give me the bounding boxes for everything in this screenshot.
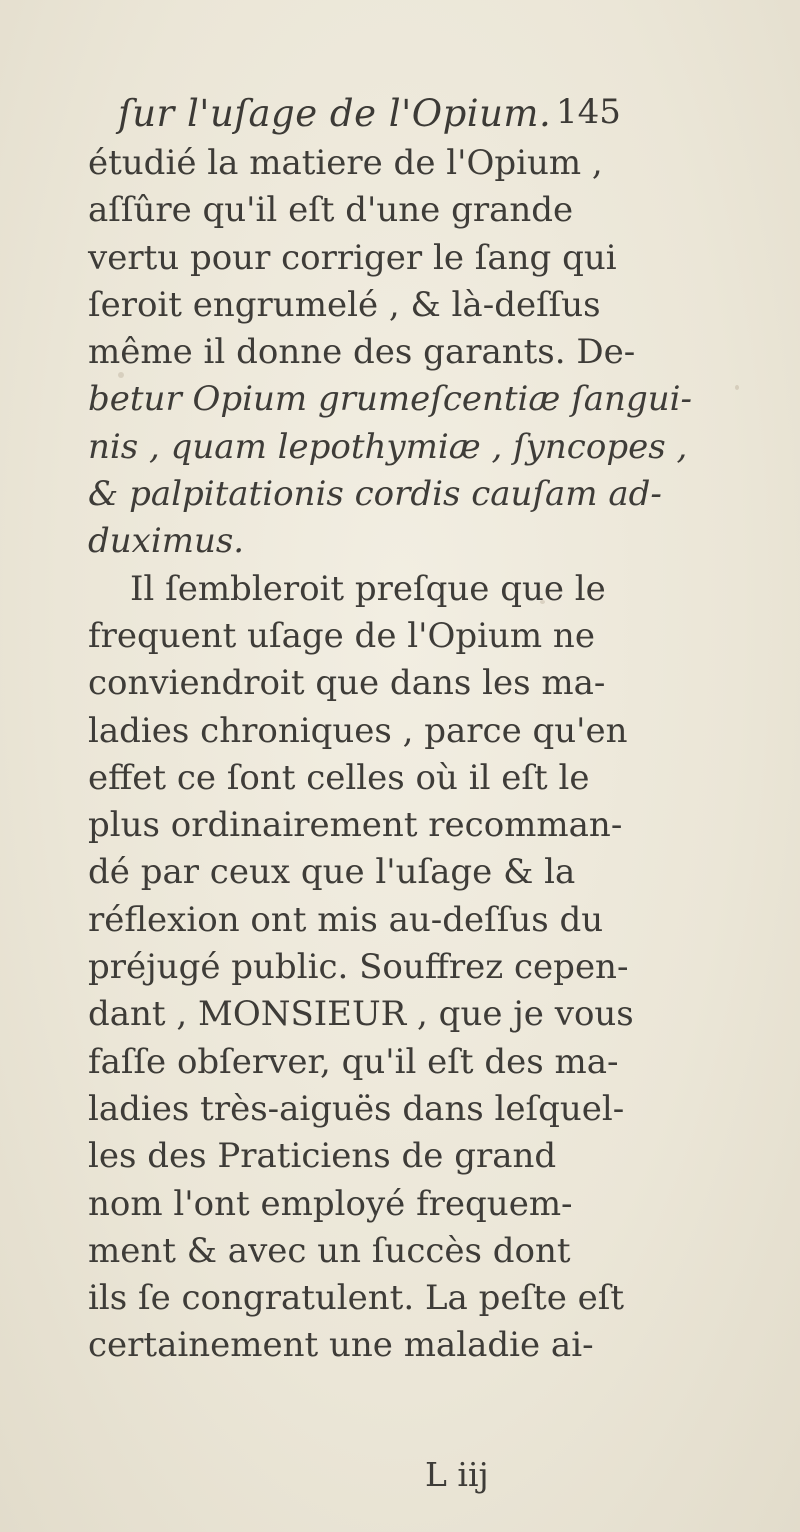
text-line: nis , quam lepothymiæ , ſyncopes ,	[88, 426, 688, 467]
text-line: réflexion ont mis au-deſſus du	[88, 899, 604, 940]
text-line: ment & avec un ſuccès dont	[88, 1230, 571, 1271]
running-title: ſur l'uſage de l'Opium.	[118, 92, 552, 135]
body-text	[88, 140, 748, 1370]
text-line: ladies chroniques , parce qu'en	[88, 710, 628, 751]
text-line: préjugé public. Souffrez cepen-	[88, 947, 629, 988]
catchword: L iij	[425, 1455, 489, 1494]
text-line: conviendroit que dans les ma-	[88, 663, 606, 704]
text-line: dé par ceux que l'uſage & la	[88, 852, 576, 893]
text-line: ſeroit engrumelé , & là-deſſus	[88, 284, 601, 325]
text-line: frequent uſage de l'Opium ne	[88, 615, 595, 656]
text-line: les des Praticiens de grand	[88, 1136, 557, 1177]
text-line: faſſe obſerver, qu'il eſt des ma-	[88, 1041, 619, 1082]
text-line: vertu pour corriger le ſang qui	[88, 237, 617, 278]
text-line: betur Opium grumeſcentiæ ſangui-	[88, 379, 692, 420]
text-line: dant , MONSIEUR , que je vous	[88, 994, 634, 1035]
text-line: ladies très-aiguës dans leſquel-	[88, 1088, 625, 1129]
text-line: effet ce ſont celles où il eſt le	[88, 757, 590, 798]
text-line: nom l'ont employé frequem-	[88, 1183, 573, 1224]
text-line: certainement une maladie ai-	[88, 1325, 594, 1366]
text-line: Il ſembleroit preſque que le	[130, 568, 606, 609]
text-line: ils ſe congratulent. La peſte eſt	[88, 1278, 625, 1319]
running-head	[118, 92, 678, 142]
text-line: étudié la matiere de l'Opium ,	[88, 143, 603, 183]
page-number: 145	[556, 92, 621, 132]
text-line: plus ordinairement recomman-	[88, 805, 623, 846]
text-line: même il donne des garants. De-	[88, 332, 636, 373]
text-line: & palpitationis cordis cauſam ad-	[88, 474, 662, 515]
text-line: duximus.	[88, 521, 245, 562]
text-line: aſſûre qu'il eſt d'une grande	[88, 190, 574, 231]
